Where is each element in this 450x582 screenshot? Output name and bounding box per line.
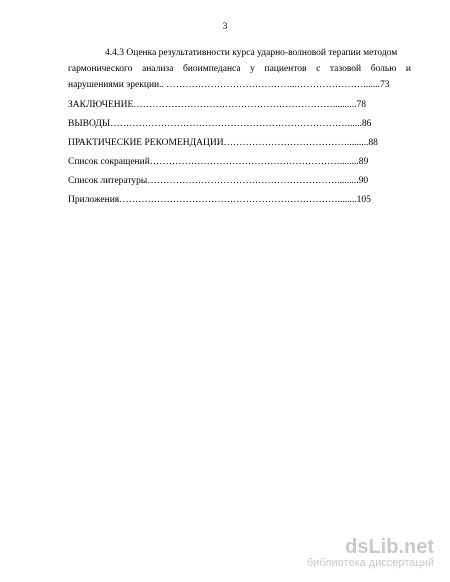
toc-entry-line: 4.4.3 Оценка результативности курса ударно-волновой терапии методом: [105, 48, 398, 58]
toc-entry-section-4-4-3: [68, 45, 411, 93]
toc-entry-findings: ВЫВОДЫ…………………………………………………………………......86: [68, 119, 372, 129]
toc-entry-line: нарушениями эрекции.. …………………………………...………………….......73: [68, 80, 390, 90]
toc-entry-abbreviations: Список сокращений……………………………………………………........89: [68, 157, 369, 167]
watermark-subtitle: библиотека диссертаций: [306, 557, 434, 569]
table-of-contents: [68, 45, 411, 208]
toc-entry-recommendations: ПРАКТИЧЕСКИЕ РЕКОМЕНДАЦИИ………………………………….........88: [68, 138, 378, 148]
toc-entry-conclusion: ЗАКЛЮЧЕНИЕ………………………………………………………..........78: [68, 100, 367, 110]
toc-entry-references: Список литературы…………………………………………………….........90: [68, 176, 369, 186]
watermark-logo: dsLib.net: [345, 536, 434, 558]
toc-entry-line: гармонического анализа биоимпеданса у пациентов с тазовой болью и: [68, 64, 411, 74]
page-number: 3: [222, 22, 228, 32]
watermark: [307, 537, 434, 570]
toc-entry-appendices: Приложения……………………………………………………………........105: [68, 195, 371, 205]
